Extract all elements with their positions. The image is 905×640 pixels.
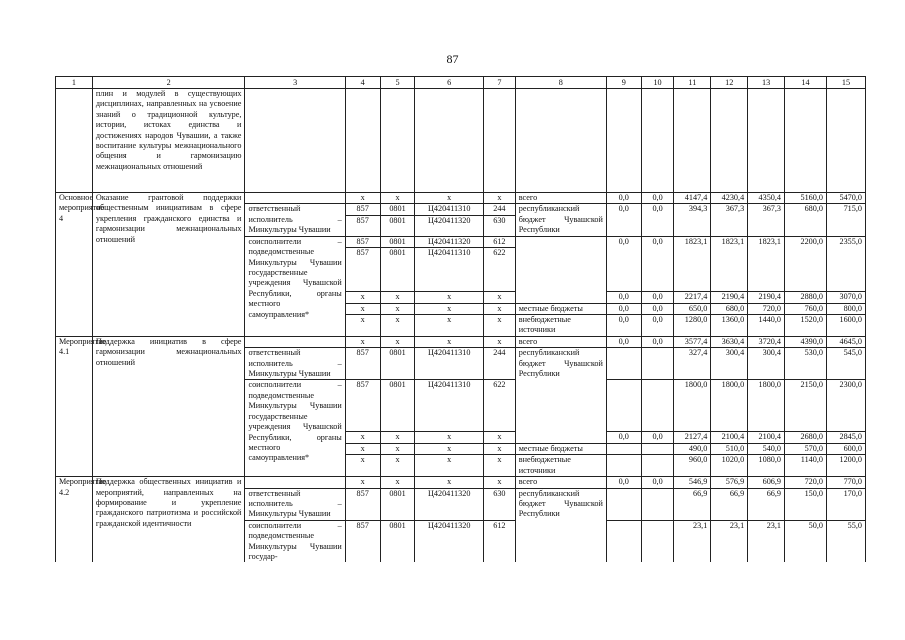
cell-value: 3630,4 (711, 336, 748, 347)
cell-value: 1360,0 (711, 315, 748, 337)
cell-value: 2300,0 (827, 380, 866, 432)
cell-value: х (345, 292, 380, 303)
cell-source: республиканский бюджет Чувашской Республики (515, 488, 606, 562)
cell-value: 2190,4 (748, 292, 785, 303)
cell-value: 2150,0 (785, 380, 827, 432)
col-header: 11 (674, 77, 711, 89)
cell-source: местные бюджеты (515, 443, 606, 454)
col-header: 12 (711, 77, 748, 89)
cell-executor: соисполнители – подведомственные Минкультуры Чувашии государ- (245, 520, 345, 562)
cell-value: 530,0 (785, 348, 827, 380)
table-row (56, 336, 866, 347)
col-header: 8 (515, 77, 606, 89)
cell-value: 2355,0 (827, 236, 866, 291)
cell-source: всего (515, 193, 606, 204)
cell-value: Ц420411320 (415, 236, 484, 247)
cell-value: Ц420411320 (415, 215, 484, 236)
cell-value: х (345, 303, 380, 314)
cell-value: х (415, 443, 484, 454)
cell-value: 2127,4 (674, 432, 711, 443)
cell-source: внебюджетные источники (515, 455, 606, 477)
cell-source: всего (515, 336, 606, 347)
col-header: 5 (380, 77, 415, 89)
cell-value: 1080,0 (748, 455, 785, 477)
cell-value: 0,0 (606, 303, 641, 314)
cell-value: 23,1 (711, 520, 748, 562)
cell-value: 720,0 (748, 303, 785, 314)
cell-value: 546,9 (674, 477, 711, 488)
cell-source: внебюджетные источники (515, 315, 606, 337)
cell-source: республиканский бюджет Чувашской Республики (515, 348, 606, 444)
cell-executor: соисполнители – подведомственные Минкультуры Чувашии государственные учреждения Чувашской Республики, органы местного самоуправления* (245, 236, 345, 336)
cell-value: Ц420411320 (415, 520, 484, 562)
table-row (56, 89, 866, 193)
cell-value: Ц420411310 (415, 348, 484, 380)
cell-value: х (415, 477, 484, 488)
cell-value: х (415, 315, 484, 337)
col-header: 3 (245, 77, 345, 89)
col-header: 7 (484, 77, 516, 89)
cell-value: х (415, 303, 484, 314)
cell-value: 630 (484, 488, 516, 520)
cell-value: х (345, 443, 380, 454)
cell-source: республиканский бюджет Чувашской Республики (515, 204, 606, 236)
cell-value: 0,0 (606, 336, 641, 347)
cell-value: 720,0 (785, 477, 827, 488)
cell-value: 680,0 (785, 204, 827, 236)
col-header: 14 (785, 77, 827, 89)
cell-source: всего (515, 477, 606, 488)
cell-value: 0,0 (641, 193, 674, 204)
cell-value: 760,0 (785, 303, 827, 314)
cell-value: 0,0 (606, 236, 641, 291)
cell-source: местные бюджеты (515, 303, 606, 314)
cell-value: х (380, 477, 415, 488)
cell-value: х (345, 477, 380, 488)
cell-value: 0,0 (606, 193, 641, 204)
cell-value: 244 (484, 204, 516, 215)
col-header: 13 (748, 77, 785, 89)
cell-executor: ответственный исполнитель – Минкультуры Чувашии (245, 488, 345, 520)
cell-value: 3720,4 (748, 336, 785, 347)
cell-description: Оказание грантовой поддержки общественным инициативам в сфере укрепления гражданского единства и гармонизации межнациональных отношений (92, 193, 245, 337)
cell-description: плин и модулей в существующих дисциплинах, направленных на усвоение знаний о традиционной культуре, истории, истоках единства и достижениях народов Чувашии, а также воспитание культуры межнационального общения и гармонизацию межнациональных отношений (92, 89, 245, 193)
cell-value: 0,0 (606, 292, 641, 303)
col-header: 9 (606, 77, 641, 89)
cell-value: х (415, 455, 484, 477)
cell-value: 622 (484, 248, 516, 292)
cell-value: 1520,0 (785, 315, 827, 337)
cell-value: 1823,1 (711, 236, 748, 291)
col-header: 4 (345, 77, 380, 89)
cell-value: 2845,0 (827, 432, 866, 443)
cell-value: х (484, 432, 516, 443)
cell-value: 1800,0 (674, 380, 711, 432)
cell-value: 680,0 (711, 303, 748, 314)
cell-value: Ц420411320 (415, 488, 484, 520)
cell-value: 2200,0 (785, 236, 827, 291)
cell-event-name: Мероприятие 4.2 (56, 477, 93, 563)
cell-executor: ответственный исполнитель – Минкультуры Чувашии (245, 204, 345, 236)
cell-value: х (380, 303, 415, 314)
cell-executor: соисполнители – подведомственные Минкультуры Чувашии государственные учреждения Чувашской Республики, органы местного самоуправления* (245, 380, 345, 477)
page-number: 87 (446, 52, 459, 66)
table-row (56, 193, 866, 204)
cell-value: 1823,1 (748, 236, 785, 291)
cell-value: х (484, 443, 516, 454)
cell-value: 1800,0 (711, 380, 748, 432)
table-row (56, 477, 866, 488)
cell-value: 1140,0 (785, 455, 827, 477)
cell-value: 0801 (380, 248, 415, 292)
cell-value: 0801 (380, 215, 415, 236)
cell-value: 612 (484, 520, 516, 562)
cell-value: х (415, 336, 484, 347)
cell-value: 3070,0 (827, 292, 866, 303)
col-header: 1 (56, 77, 93, 89)
cell-value: х (380, 443, 415, 454)
cell-value: 23,1 (748, 520, 785, 562)
cell-value: 490,0 (674, 443, 711, 454)
cell-description: Поддержка инициатив в сфере гармонизации межнациональных отношений (92, 336, 245, 476)
cell-value: х (380, 432, 415, 443)
cell-value: 66,9 (674, 488, 711, 520)
cell-value: 770,0 (827, 477, 866, 488)
cell-value: х (484, 315, 516, 337)
cell-value: 244 (484, 348, 516, 380)
cell-value: х (345, 455, 380, 477)
cell-value: 1600,0 (827, 315, 866, 337)
cell-value: 650,0 (674, 303, 711, 314)
cell-value: 857 (345, 520, 380, 562)
cell-value: 1800,0 (748, 380, 785, 432)
cell-value: 0,0 (606, 204, 641, 236)
cell-value: х (415, 193, 484, 204)
cell-value: 857 (345, 204, 380, 215)
cell-value: 5470,0 (827, 193, 866, 204)
cell-value: х (380, 315, 415, 337)
cell-value: х (484, 455, 516, 477)
cell-value: 394,3 (674, 204, 711, 236)
cell-value: 0,0 (641, 432, 674, 443)
cell-value: х (484, 292, 516, 303)
program-table (55, 76, 866, 562)
col-header: 6 (415, 77, 484, 89)
cell-value: 0,0 (606, 432, 641, 443)
cell-value: 0,0 (641, 303, 674, 314)
cell-value: 540,0 (748, 443, 785, 454)
cell-value: 0801 (380, 380, 415, 432)
cell-value: 50,0 (785, 520, 827, 562)
cell-value: 367,3 (711, 204, 748, 236)
cell-value: 510,0 (711, 443, 748, 454)
cell-value: 0,0 (641, 477, 674, 488)
cell-value: 367,3 (748, 204, 785, 236)
cell-value: 715,0 (827, 204, 866, 236)
cell-value: Ц420411310 (415, 248, 484, 292)
cell-value: Ц420411310 (415, 204, 484, 215)
cell-value: 545,0 (827, 348, 866, 380)
cell-value: 960,0 (674, 455, 711, 477)
cell-value: 622 (484, 380, 516, 432)
cell-value: 170,0 (827, 488, 866, 520)
cell-value: 600,0 (827, 443, 866, 454)
cell-value: х (345, 315, 380, 337)
cell-value: 606,9 (748, 477, 785, 488)
col-header: 10 (641, 77, 674, 89)
cell-value: 2100,4 (711, 432, 748, 443)
cell-value: 0,0 (641, 315, 674, 337)
cell-value: х (380, 336, 415, 347)
cell-value: х (345, 193, 380, 204)
cell-value: х (380, 455, 415, 477)
cell-value: 66,9 (748, 488, 785, 520)
cell-value: х (380, 292, 415, 303)
cell-value: 0801 (380, 488, 415, 520)
cell-value: 5160,0 (785, 193, 827, 204)
cell-value: 2100,4 (748, 432, 785, 443)
cell-value: 2880,0 (785, 292, 827, 303)
cell-value: 327,4 (674, 348, 711, 380)
cell-value: х (380, 193, 415, 204)
cell-value: 0801 (380, 520, 415, 562)
cell-value: 570,0 (785, 443, 827, 454)
cell-value: х (345, 336, 380, 347)
cell-value: 2680,0 (785, 432, 827, 443)
cell-value: 0,0 (641, 204, 674, 236)
cell-value: х (484, 303, 516, 314)
cell-value: 4350,4 (748, 193, 785, 204)
cell-value: х (415, 432, 484, 443)
cell-value: 0801 (380, 348, 415, 380)
cell-value: 55,0 (827, 520, 866, 562)
cell-value: 857 (345, 215, 380, 236)
cell-value: 857 (345, 488, 380, 520)
cell-value: 857 (345, 236, 380, 247)
cell-event-name: Мероприятие 4.1 (56, 336, 93, 476)
cell-value: 1440,0 (748, 315, 785, 337)
cell-value: 1020,0 (711, 455, 748, 477)
cell-value: 66,9 (711, 488, 748, 520)
cell-value: 800,0 (827, 303, 866, 314)
cell-value: 857 (345, 248, 380, 292)
cell-value: 300,4 (711, 348, 748, 380)
cell-value: 0,0 (606, 315, 641, 337)
cell-value: 2190,4 (711, 292, 748, 303)
cell-value: 0,0 (641, 236, 674, 291)
cell-event-name: Основное мероприятие 4 (56, 193, 93, 337)
cell-value: Ц420411310 (415, 380, 484, 432)
cell-value: 4390,0 (785, 336, 827, 347)
cell-value: 612 (484, 236, 516, 247)
cell-value: х (415, 292, 484, 303)
cell-value: 4645,0 (827, 336, 866, 347)
cell-value: 857 (345, 380, 380, 432)
header-row (56, 77, 866, 89)
cell-value: 0,0 (641, 292, 674, 303)
cell-value: 0,0 (606, 477, 641, 488)
cell-value: 23,1 (674, 520, 711, 562)
cell-executor: ответственный исполнитель – Минкультуры Чувашии (245, 348, 345, 380)
cell-value: 2217,4 (674, 292, 711, 303)
cell-value: 3577,4 (674, 336, 711, 347)
cell-value: 1280,0 (674, 315, 711, 337)
cell-value: х (345, 432, 380, 443)
cell-value: 576,9 (711, 477, 748, 488)
cell-description: Поддержка общественных инициатив и мероприятий, направленных на формирование и укрепление гражданского патриотизма и российской гражданской идентичности (92, 477, 245, 563)
cell-value: 0801 (380, 204, 415, 215)
cell-value: 300,4 (748, 348, 785, 380)
cell-value: 1200,0 (827, 455, 866, 477)
cell-value: х (484, 336, 516, 347)
cell-value: 150,0 (785, 488, 827, 520)
cell-value: 1823,1 (674, 236, 711, 291)
cell-value: х (484, 477, 516, 488)
col-header: 2 (92, 77, 245, 89)
cell-value: 4230,4 (711, 193, 748, 204)
cell-value: 0,0 (641, 336, 674, 347)
cell-value: х (484, 193, 516, 204)
cell-value: 857 (345, 348, 380, 380)
col-header: 15 (827, 77, 866, 89)
cell-value: 4147,4 (674, 193, 711, 204)
cell-value: 0801 (380, 236, 415, 247)
cell-value: 630 (484, 215, 516, 236)
